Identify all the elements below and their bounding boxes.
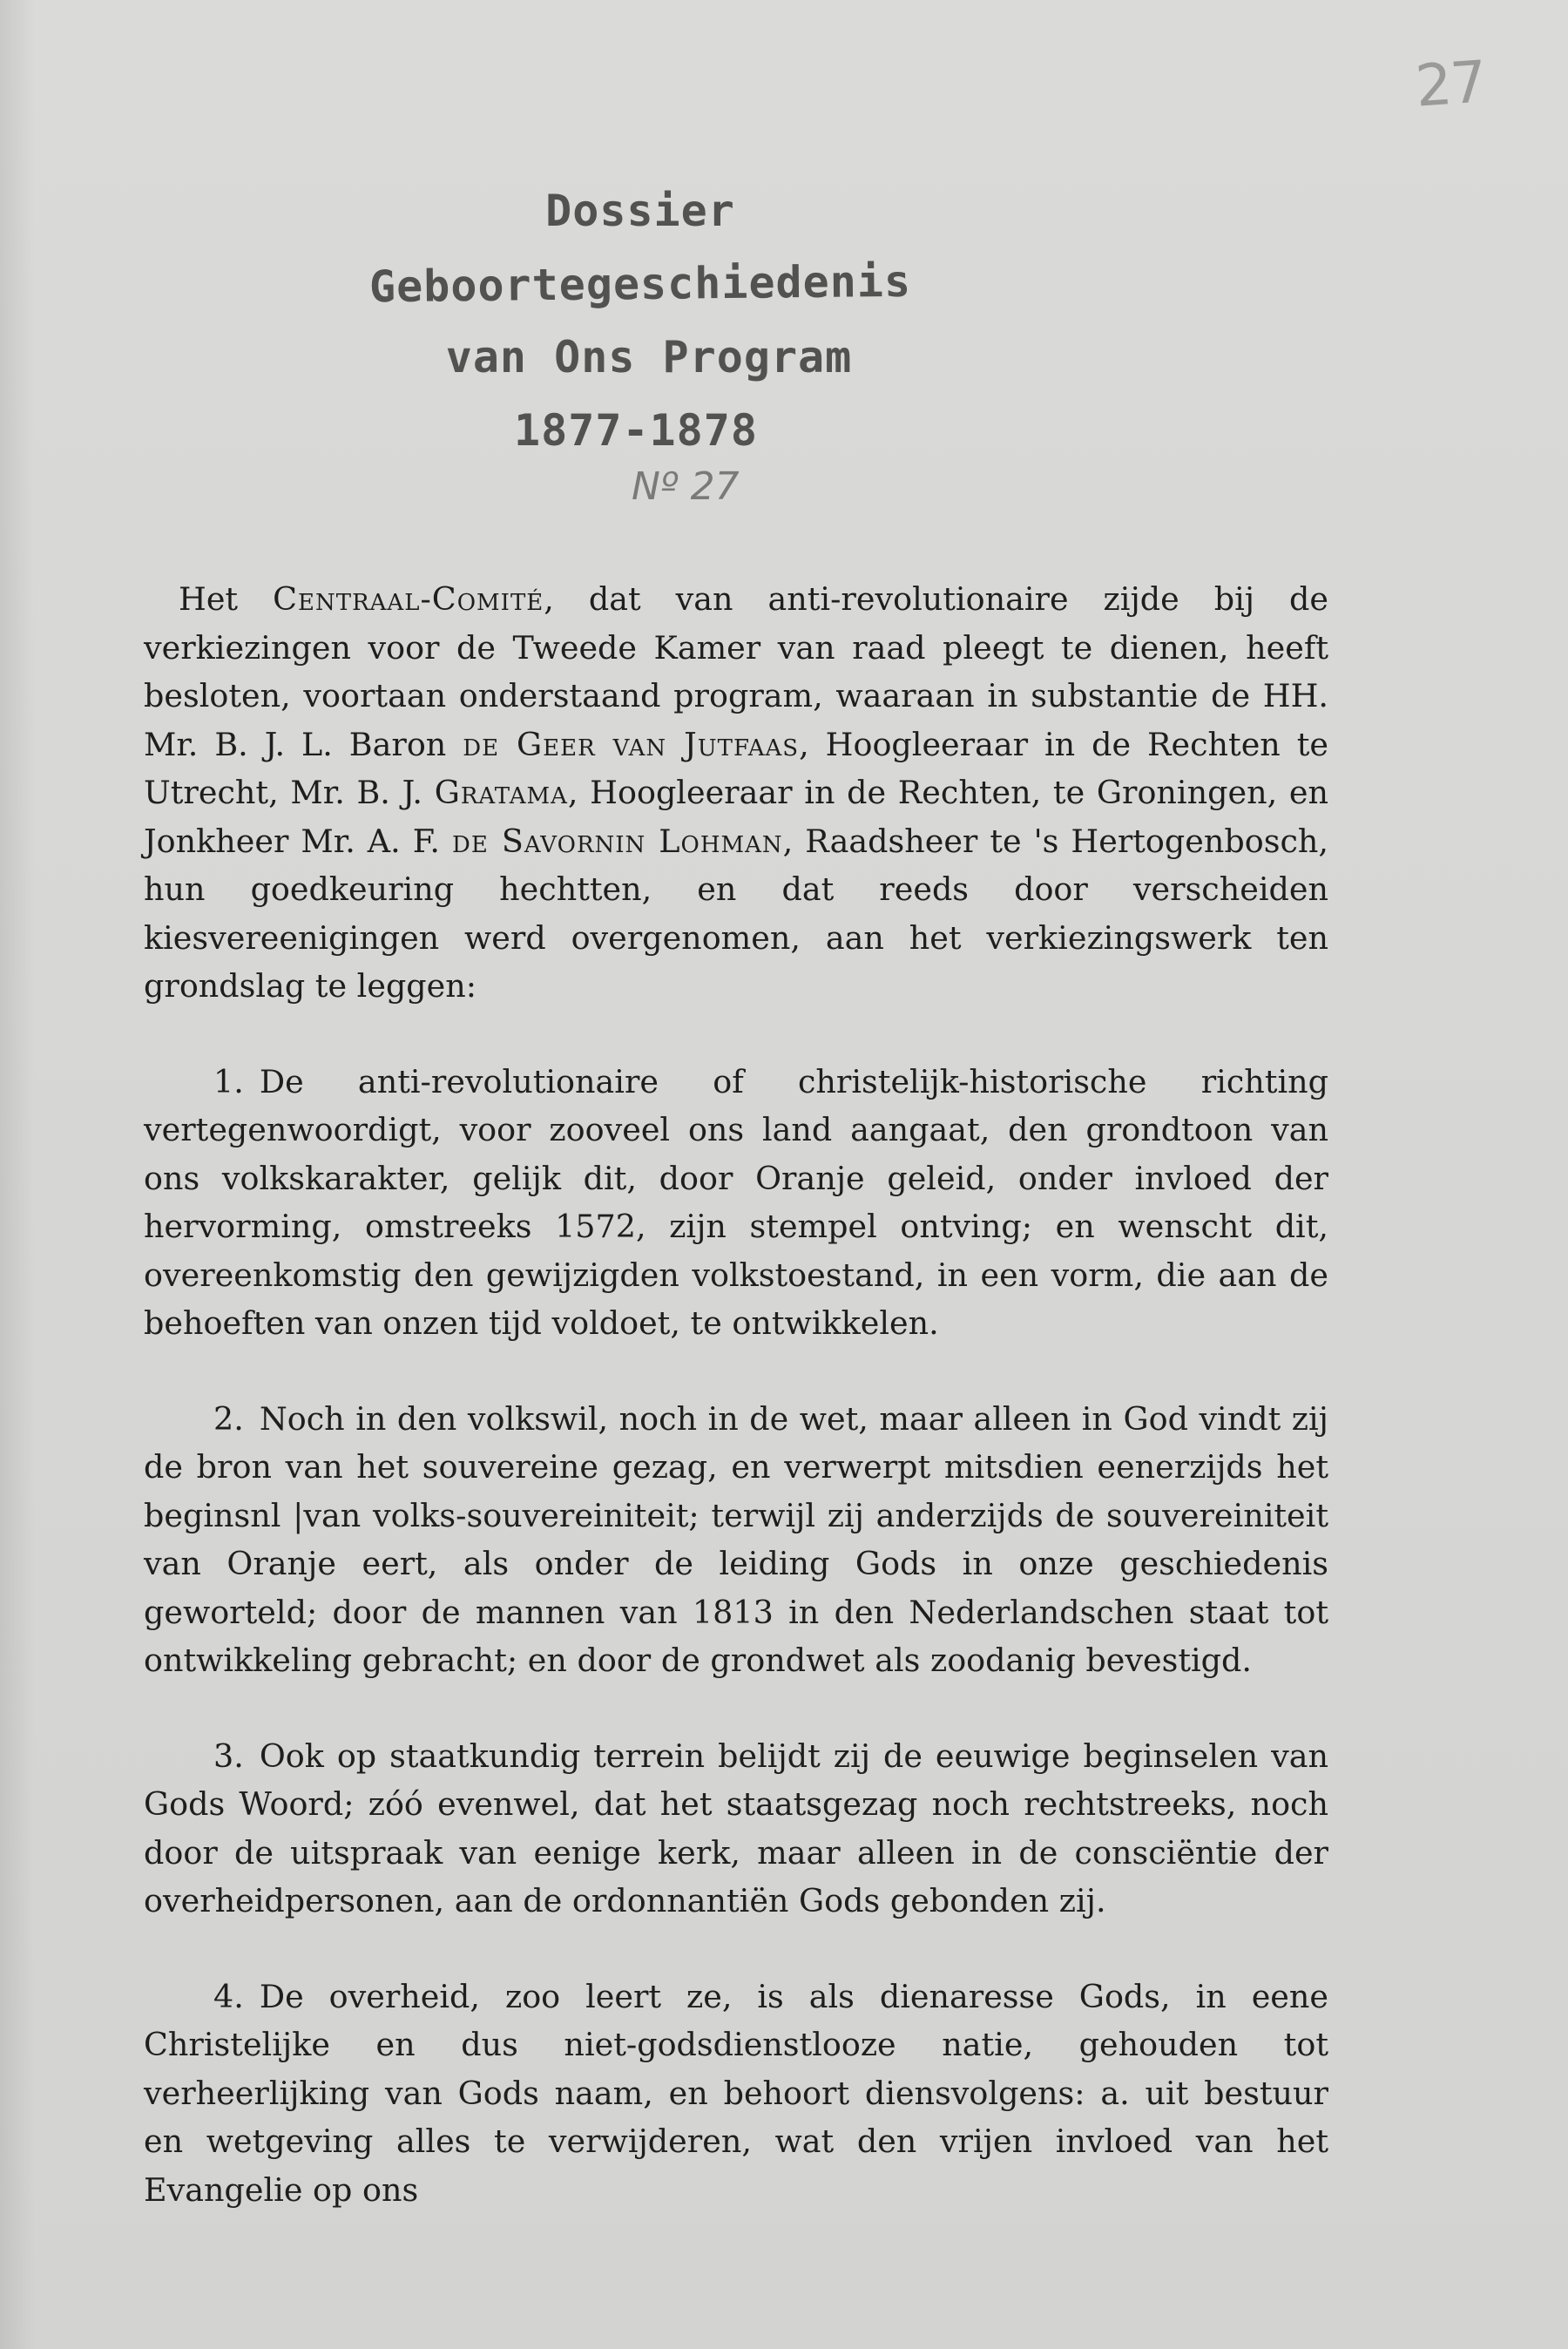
stamp-line-3: van Ons Program (445, 332, 853, 382)
stamp-line-2: Geboortegeschiedenis (368, 255, 912, 313)
handwritten-page-number: 27 (1413, 48, 1488, 120)
article-text: De anti-revolutionaire of christelijk-historische richting vertegenwoordigt, voor zooveel ons land aangaat, den grondtoon van ons volkskarakter, gelijk dit, door Oranje geleid, onder invloed der hervorming, omstreeks 1572, zijn stempel ontving; en wenscht dit, overeenkomstig den gewijzigden volkstoestand, in een vorm, die aan de behoeften van onzen tijd voldoet, te ontwikkelen. (144, 1062, 1328, 1342)
article-text: Ook op staatkundig terrein belijdt zij de eeuwige beginselen van Gods Woord; zóó evenwel, dat het staatsgezag noch rechtstreeks, noch door de uitspraak van eenige kerk, maar alleen in de consciëntie der overheidpersonen, aan de ordonnantiën Gods gebonden zij. (144, 1736, 1328, 1919)
person-name-3: de Savornin Lohman (452, 822, 783, 860)
article-number: 1. (213, 1062, 244, 1100)
stamp-line-4: 1877-1878 (514, 405, 758, 456)
person-name-2: Gratama (434, 774, 568, 811)
stamp-line-1: Dossier (545, 186, 735, 236)
article-4 (144, 1973, 1328, 2215)
article-text: Noch in den volkswil, noch in de wet, maar alleen in God vindt zij de bron van het souvereine gezag, en verwerpt mitsdien eenerzijds het beginsnl |van volks-souvereiniteit; terwijl zij anderzijds de souvereiniteit van Oranje eert, als onder de leiding Gods in onze geschiedenis geworteld; door de mannen van 1813 in den Nederlandschen staat tot ontwikkeling gebracht; en door de grondwet als zoodanig bevestigd. (144, 1399, 1328, 1679)
article-text: De overheid, zoo leert ze, is als dienaresse Gods, in eene Christelijke en dus niet-godsdienstlooze natie, gehouden tot verheerlijking van Gods naam, en behoort diensvolgens: a. uit bestuur en wetgeving alles te verwijderen, wat den vrijen invloed van het Evangelie op ons (144, 1977, 1328, 2209)
handwritten-note: Nº 27 (632, 464, 740, 509)
article-number: 2. (213, 1399, 244, 1438)
intro-paragraph (144, 575, 1328, 1011)
intro-text-1: Het (179, 580, 274, 618)
article-3 (144, 1732, 1328, 1926)
archive-stamp (331, 174, 958, 467)
intro-text-4: , Hoogleeraar in de Rechten, te Groningen, en Jonkheer Mr. A. F. (144, 774, 1328, 860)
document-body (144, 575, 1328, 2214)
article-2 (144, 1395, 1328, 1685)
intro-text-3: , Hoogleeraar in de Rechten te Utrecht, Mr. B. J. (144, 725, 1329, 811)
intro-text-2: , dat van anti-revolutionaire zijde bij de verkiezingen voor de Tweede Kamer van raad pleegt te dienen, heeft besloten, voortaan onderstaand program, waaraan in substantie de HH. Mr. B. J. L. Baron (144, 580, 1328, 763)
article-1 (144, 1058, 1328, 1348)
article-number: 3. (213, 1736, 244, 1775)
intro-text-5: , Raadsheer te 's Hertogenbosch, hun goedkeuring hechtten, en dat reeds door verscheiden kiesvereenigingen werd overgenomen, aan het verkiezingswerk ten grondslag te leggen: (144, 822, 1329, 1005)
committee-name: Centraal-Comité (273, 580, 544, 618)
person-name-1: de Geer van Jutfaas (463, 725, 800, 763)
article-number: 4. (213, 1977, 244, 2015)
